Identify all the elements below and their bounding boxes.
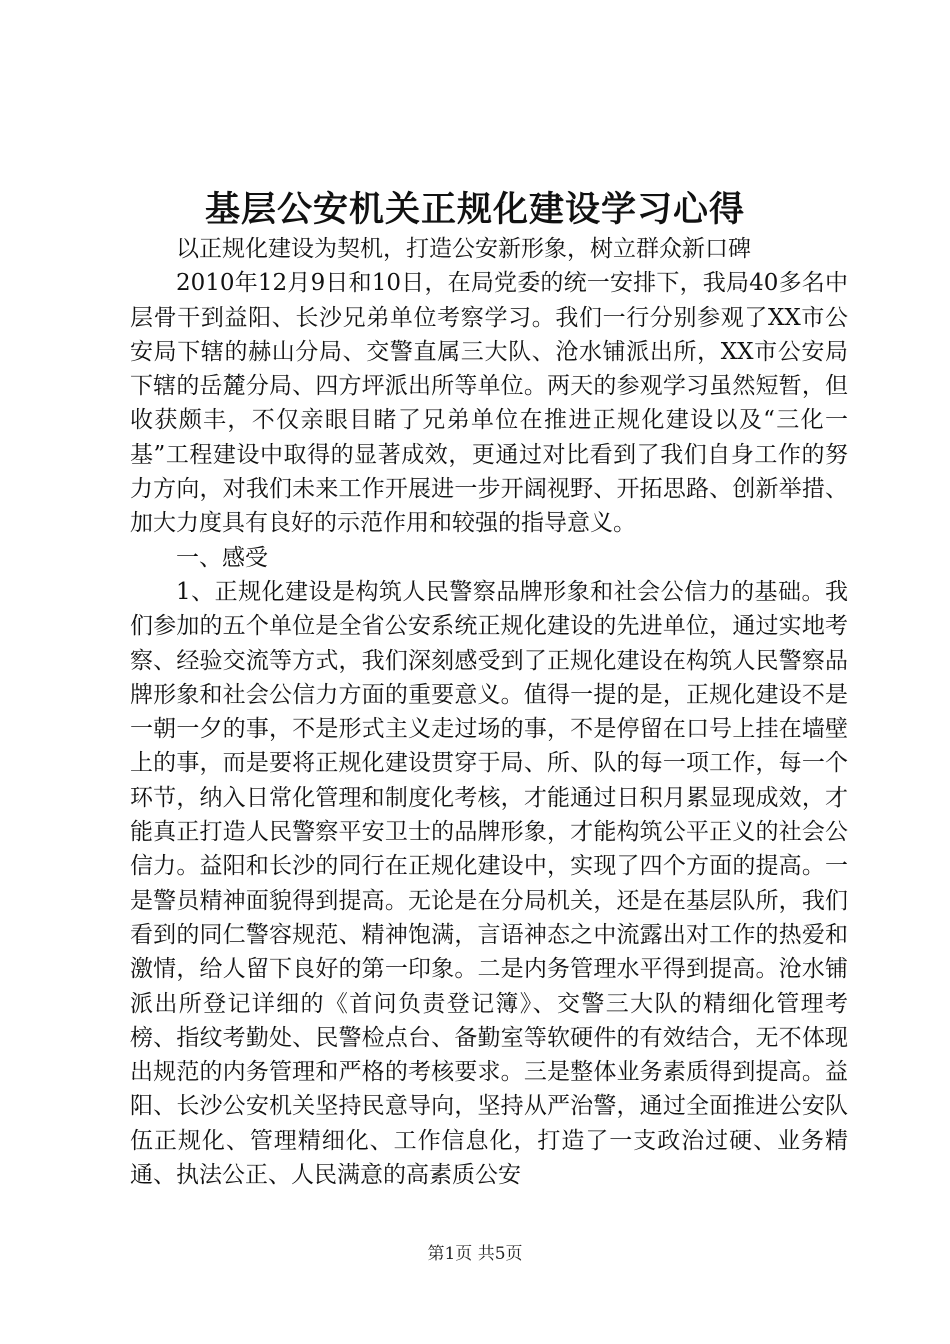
paragraph-intro: 2010年12月9日和10日，在局党委的统一安排下，我局40多名中层骨干到益阳、长沙兄弟单位考察学习。我们一行分别参观了XX市公安局下辖的赫山分局、交警直属三大队、沧水铺派出所，XX市公安局下辖的岳麓分局、四方坪派出所等单位。两天的参观学习虽然短暂，但收获颇丰，不仅亲眼目睹了兄弟单位在推进正规化建设以及“三化一基”工程建设中取得的显著成效，更通过对比看到了我们自身工作的努力方向，对我们未来工作开展进一步开阔视野、开拓思路、创新举措、加大力度具有良好的示范作用和较强的指导意义。: [130, 270, 848, 537]
paragraph-subtitle: 以正规化建设为契机，打造公安新形象，树立群众新口碑: [176, 236, 751, 262]
page-number-footer: 第1页 共5页: [427, 1244, 523, 1264]
document-title: 基层公安机关正规化建设学习心得: [204, 189, 745, 230]
paragraph-point-1: 1、正规化建设是构筑人民警察品牌形象和社会公信力的基础。我们参加的五个单位是全省公安系统正规化建设的先进单位，通过实地考察、经验交流等方式，我们深刻感受到了正规化建设在构筑人民警察品牌形象和社会公信力方面的重要意义。值得一提的是，正规化建设不是一朝一夕的事，不是形式主义走过场的事，不是停留在口号上挂在墙壁上的事，而是要将正规化建设贯穿于局、所、队的每一项工作，每一个环节，纳入日常化管理和制度化考核，才能通过日积月累显现成效，才能真正打造人民警察平安卫士的品牌形象，才能构筑公平正义的社会公信力。益阳和长沙的同行在正规化建设中，实现了四个方面的提高。一是警员精神面貌得到提高。无论是在分局机关，还是在基层队所，我们看到的同仁警容规范、精神饱满，言语神态之中流露出对工作的热爱和激情，给人留下良好的第一印象。二是内务管理水平得到提高。沧水铺派出所登记详细的《首问负责登记簿》、交警三大队的精细化管理考榜、指纹考勤处、民警检点台、备勤室等软硬件的有效结合，无不体现出规范的内务管理和严格的考核要求。三是整体业务素质得到提高。益阳、长沙公安机关坚持民意导向，坚持从严治警，通过全面推进公安队伍正规化、管理精细化、工作信息化，打造了一支政治过硬、业务精通、执法公正、人民满意的高素质公安: [130, 578, 848, 1189]
document-body: [130, 232, 848, 1192]
section-heading-feelings: 一、感受: [176, 544, 268, 571]
